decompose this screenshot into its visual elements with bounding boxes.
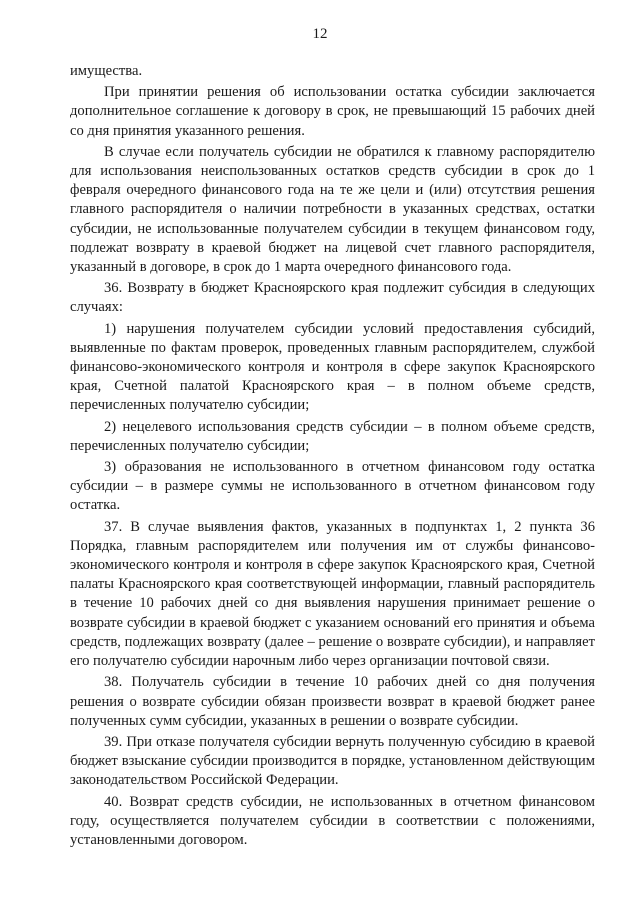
clause-36-item-3: 3) образования не использованного в отчетном финансовом году остатка субсидии – в размере суммы не использованного в отчетном финансовом году остатка. [70,459,595,514]
clause-39: 39. При отказе получателя субсидии вернуть полученную субсидию в краевой бюджет взыскание субсидии производится в порядке, установленном действующим законодательством Российской Федерации. [70,733,595,789]
clause-37: 37. В случае выявления фактов, указанных в подпунктах 1, 2 пункта 36 Порядка, главным распорядителем или получения им от службы финансово-экономического контроля и контроля в сфере закупок Красноярского края, Счетной палаты Красноярского края соответствующей информации, главный распорядитель в течение 10 рабочих дней со дня выявления нарушения принимает решение о возврате субсидии в краевой бюджет с указанием оснований его принятия и объема средств, подлежащих возврату (далее – решение о возврате субсидии), и направляет его получателю субсидии нарочным либо через организации почтовой связи. [70,518,595,670]
paragraph-unused-balance: В случае если получатель субсидии не обратился к главному распорядителю для использования неиспользованных остатков средств субсидии в срок до 1 февраля очередного финансового года на те же цели и (или) отсутствия решения главного распорядителя о наличии потребности в указанных средствах, остатки субсидии, не использованные получателем субсидии в текущем финансовом году, подлежат возврату в краевой бюджет на лицевой счет главного распорядителя, указанный в договоре, в срок до 1 марта очередного финансового года. [70,143,595,276]
clause-38: 38. Получатель субсидии в течение 10 рабочих дней со дня получения решения о возврате субсидии обязан произвести возврат в краевой бюджет ранее полученных сумм субсидии, указанных в решении о возврате субсидии. [70,674,595,729]
paragraph-continuation: имущества. [70,63,143,79]
clause-36: 36. Возврату в бюджет Красноярского края подлежит субсидия в следующих случаях: [70,280,595,316]
page-number: 12 [312,26,328,42]
clause-36-item-1: 1) нарушения получателем субсидии условий предоставления субсидий, выявленные по фактам проверок, проведенных главным распорядителем, службой финансово-экономического контроля и контроля в сфере закупок Красноярского края, Счетной палатой Красноярского края – в полном объеме средств, перечисленных получателю субсидии; [70,320,595,414]
document-body [70,62,595,852]
clause-36-item-2: 2) нецелевого использования средств субсидии – в полном объеме средств, перечисленных получателю субсидии; [70,418,595,454]
clause-40: 40. Возврат средств субсидии, не использованных в отчетном финансовом году, осуществляется получателем субсидии в соответствии с положениями, установленными договором. [70,793,595,848]
paragraph-additional-agreement: При принятии решения об использовании остатка субсидии заключается дополнительное соглашение к договору в срок, не превышающий 15 рабочих дней со дня принятия указанного решения. [70,84,595,139]
